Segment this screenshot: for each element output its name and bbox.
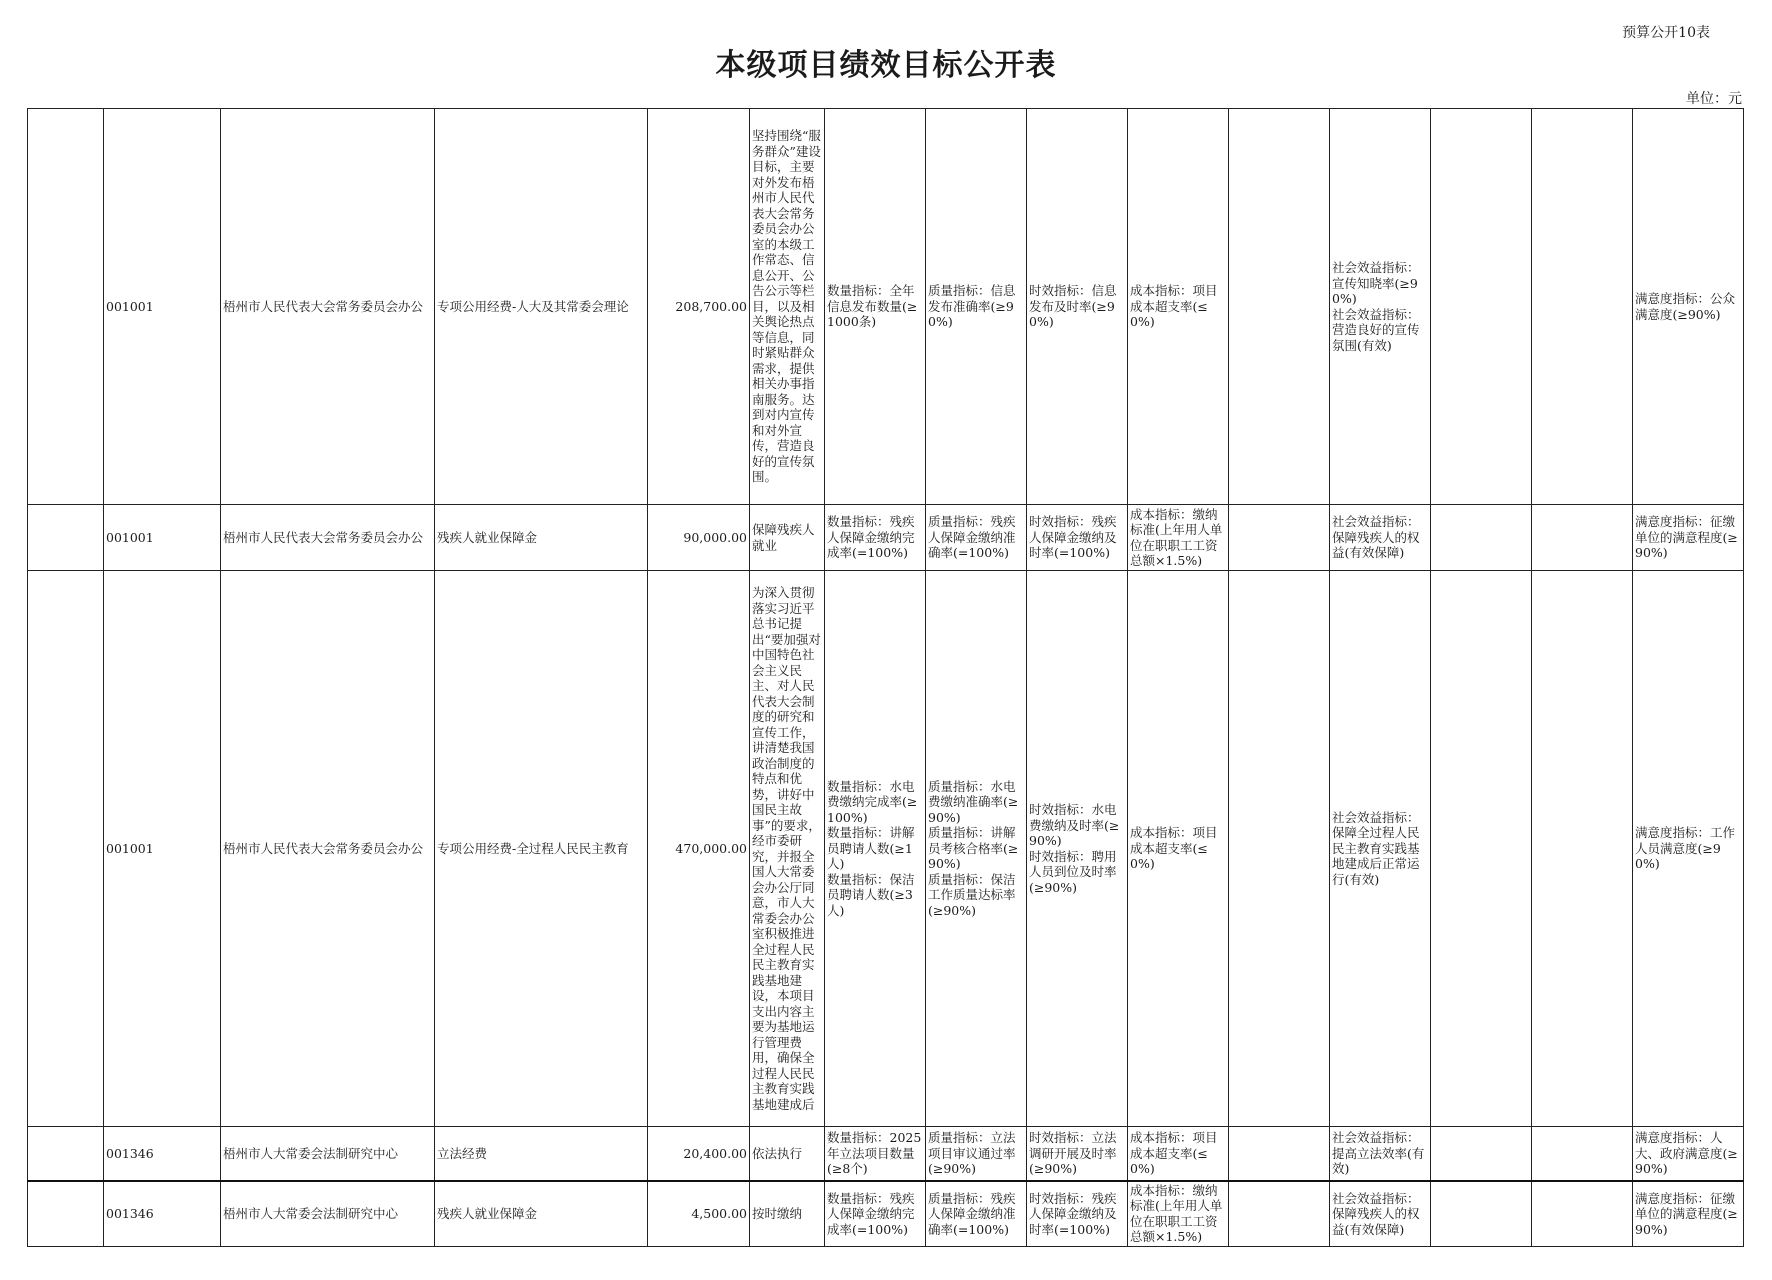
amount-cell: 470,000.00 (648, 571, 750, 1127)
quantity-indicator-cell: 数量指标：残疾人保障金缴纳完成率(=100%) (825, 505, 926, 571)
ecological-benefit-cell (1431, 1127, 1532, 1181)
quality-indicator-cell: 质量指标：水电费缴纳准确率(≥90%) 质量指标：讲解员考核合格率(≥90%) 质量指标：保洁工作质量达标率(≥90%) (926, 571, 1027, 1127)
table-row (28, 505, 1744, 571)
goal-cell: 为深入贯彻落实习近平总书记提出“要加强对中国特色社会主义民主、对人民代表大会制度的研究和宣传工作，讲清楚我国政治制度的特点和优势，讲好中国民主故事”的要求，经市委研究，并报全国人大常委会办公厅同意，市人大常委会办公室积极推进全过程人民民主教育实践基地建设，本项目支出内容主要为基地运行管理费用，确保全过程人民民主教育实践基地建成后 (750, 571, 825, 1127)
project-name-cell: 专项公用经费-人大及其常委会理论 (435, 109, 648, 505)
unit-name-cell: 梧州市人民代表大会常务委员会办公 (221, 571, 435, 1127)
blank-cell (28, 109, 104, 505)
goal-cell: 依法执行 (750, 1127, 825, 1181)
satisfaction-indicator-cell: 满意度指标：征缴单位的满意程度(≥90%) (1633, 505, 1744, 571)
performance-table (27, 108, 1744, 1247)
ecological-benefit-cell (1431, 109, 1532, 505)
amount-cell: 20,400.00 (648, 1127, 750, 1181)
economic-benefit-cell (1229, 571, 1330, 1127)
cost-indicator-cell: 成本指标：项目成本超支率(≤0%) (1128, 109, 1229, 505)
blank-cell (28, 505, 104, 571)
unit-name-cell: 梧州市人民代表大会常务委员会办公 (221, 505, 435, 571)
quantity-indicator-cell: 数量指标：水电费缴纳完成率(≥100%) 数量指标：讲解员聘请人数(≥1人) 数量指标：保洁员聘请人数(≥3人) (825, 571, 926, 1127)
social-benefit-cell: 社会效益指标：提高立法效率(有效) (1330, 1127, 1431, 1181)
goal-cell: 坚持围绕“服务群众”建设目标，主要对外发布梧州市人民代表大会常务委员会办公室的本级工作常态、信息公开、公告公示等栏目，以及相关舆论热点等信息，同时紧贴群众需求，提供相关办事指南服务。达到对内宣传和对外宣传，营造良好的宣传氛围。 (750, 109, 825, 505)
satisfaction-indicator-cell: 满意度指标：征缴单位的满意程度(≥90%) (1633, 1181, 1744, 1247)
social-benefit-cell: 社会效益指标：宣传知晓率(≥90%) 社会效益指标：营造良好的宣传氛围(有效) (1330, 109, 1431, 505)
quality-indicator-cell: 质量指标：残疾人保障金缴纳准确率(=100%) (926, 1181, 1027, 1247)
cost-indicator-cell: 成本指标：项目成本超支率(≤0%) (1128, 571, 1229, 1127)
project-name-cell: 立法经费 (435, 1127, 648, 1181)
sustainable-impact-cell (1532, 1181, 1633, 1247)
satisfaction-indicator-cell: 满意度指标：公众满意度(≥90%) (1633, 109, 1744, 505)
cost-indicator-cell: 成本指标：缴纳标准(上年用人单位在职职工工资总额×1.5%) (1128, 505, 1229, 571)
project-name-cell: 专项公用经费-全过程人民民主教育 (435, 571, 648, 1127)
quantity-indicator-cell: 数量指标：2025年立法项目数量(≥8个) (825, 1127, 926, 1181)
economic-benefit-cell (1229, 1127, 1330, 1181)
unit-code-cell: 001346 (104, 1181, 221, 1247)
table-row (28, 1181, 1744, 1247)
table-row (28, 1127, 1744, 1181)
timeliness-indicator-cell: 时效指标：残疾人保障金缴纳及时率(=100%) (1027, 505, 1128, 571)
goal-cell: 保障残疾人就业 (750, 505, 825, 571)
unit-name-cell: 梧州市人民代表大会常务委员会办公 (221, 109, 435, 505)
table-row (28, 571, 1744, 1127)
sustainable-impact-cell (1532, 109, 1633, 505)
project-name-cell: 残疾人就业保障金 (435, 1181, 648, 1247)
blank-cell (28, 571, 104, 1127)
timeliness-indicator-cell: 时效指标：立法调研开展及时率(≥90%) (1027, 1127, 1128, 1181)
economic-benefit-cell (1229, 109, 1330, 505)
ecological-benefit-cell (1431, 1181, 1532, 1247)
blank-cell (28, 1127, 104, 1181)
blank-cell (28, 1181, 104, 1247)
social-benefit-cell: 社会效益指标：保障全过程人民民主教育实践基地建成后正常运行(有效) (1330, 571, 1431, 1127)
economic-benefit-cell (1229, 505, 1330, 571)
timeliness-indicator-cell: 时效指标：信息发布及时率(≥90%) (1027, 109, 1128, 505)
project-name-cell: 残疾人就业保障金 (435, 505, 648, 571)
unit-code-cell: 001001 (104, 571, 221, 1127)
quality-indicator-cell: 质量指标：残疾人保障金缴纳准确率(=100%) (926, 505, 1027, 571)
ecological-benefit-cell (1431, 571, 1532, 1127)
timeliness-indicator-cell: 时效指标：残疾人保障金缴纳及时率(=100%) (1027, 1181, 1128, 1247)
document-code: 预算公开10表 (1622, 25, 1710, 41)
amount-cell: 4,500.00 (648, 1181, 750, 1247)
sustainable-impact-cell (1532, 571, 1633, 1127)
timeliness-indicator-cell: 时效指标：水电费缴纳及时率(≥90%) 时效指标：聘用人员到位及时率(≥90%) (1027, 571, 1128, 1127)
currency-unit: 单位：元 (1686, 91, 1742, 107)
quantity-indicator-cell: 数量指标：残疾人保障金缴纳完成率(=100%) (825, 1181, 926, 1247)
unit-code-cell: 001001 (104, 109, 221, 505)
social-benefit-cell: 社会效益指标：保障残疾人的权益(有效保障) (1330, 505, 1431, 571)
goal-cell: 按时缴纳 (750, 1181, 825, 1247)
page-title: 本级项目绩效目标公开表 (715, 48, 1057, 83)
satisfaction-indicator-cell: 满意度指标：工作人员满意度(≥90%) (1633, 571, 1744, 1127)
amount-cell: 208,700.00 (648, 109, 750, 505)
quantity-indicator-cell: 数量指标：全年信息发布数量(≥1000条) (825, 109, 926, 505)
sustainable-impact-cell (1532, 505, 1633, 571)
ecological-benefit-cell (1431, 505, 1532, 571)
cost-indicator-cell: 成本指标：缴纳标准(上年用人单位在职职工工资总额×1.5%) (1128, 1181, 1229, 1247)
cost-indicator-cell: 成本指标：项目成本超支率(≤0%) (1128, 1127, 1229, 1181)
unit-name-cell: 梧州市人大常委会法制研究中心 (221, 1181, 435, 1247)
satisfaction-indicator-cell: 满意度指标：人大、政府满意度(≥90%) (1633, 1127, 1744, 1181)
unit-name-cell: 梧州市人大常委会法制研究中心 (221, 1127, 435, 1181)
sustainable-impact-cell (1532, 1127, 1633, 1181)
unit-code-cell: 001346 (104, 1127, 221, 1181)
amount-cell: 90,000.00 (648, 505, 750, 571)
economic-benefit-cell (1229, 1181, 1330, 1247)
table-row (28, 109, 1744, 505)
quality-indicator-cell: 质量指标：立法项目审议通过率(≥90%) (926, 1127, 1027, 1181)
unit-code-cell: 001001 (104, 505, 221, 571)
social-benefit-cell: 社会效益指标：保障残疾人的权益(有效保障) (1330, 1181, 1431, 1247)
quality-indicator-cell: 质量指标：信息发布准确率(≥90%) (926, 109, 1027, 505)
